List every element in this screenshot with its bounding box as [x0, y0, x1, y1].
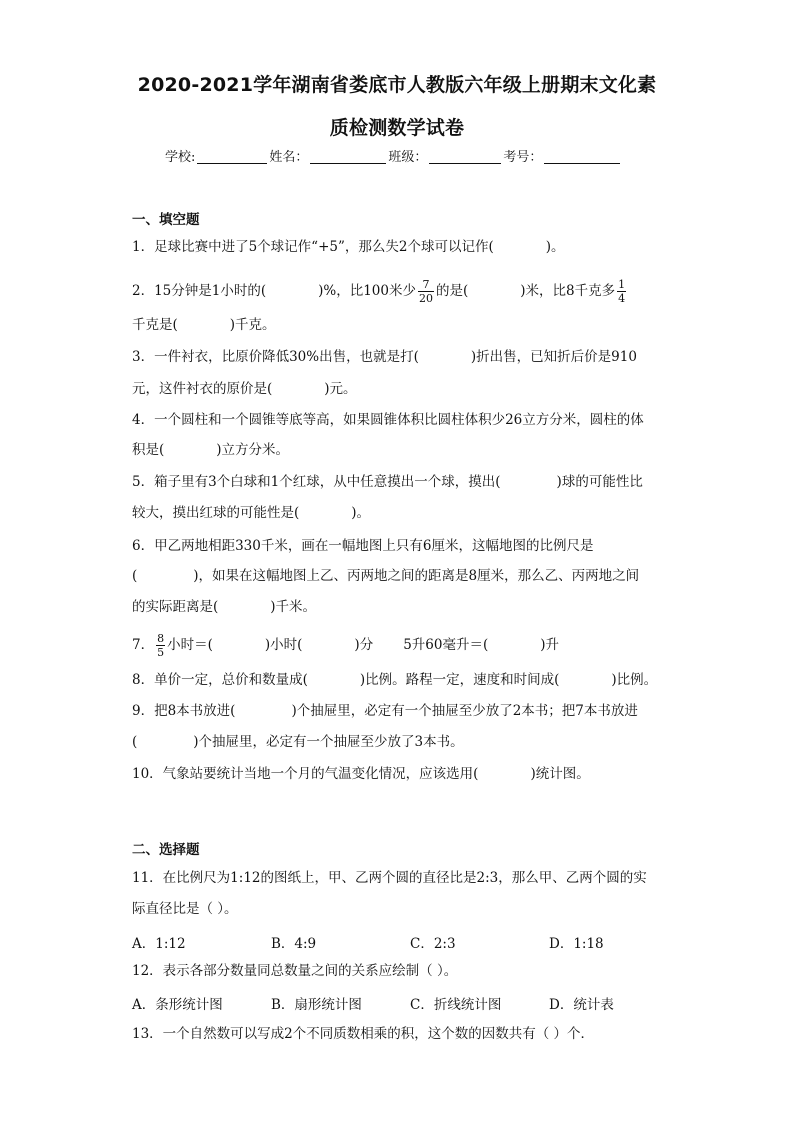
school-blank: [197, 149, 267, 164]
question-2: 2．15分钟是1小时的( )%，比100米少 $\frac{7}{20}$ 的是( )米，比8千克多 $\frac{1}{4}$: [132, 278, 626, 305]
section-fill-in-heading: 一、填空题: [132, 212, 200, 228]
q12-option-c[interactable]: C．折线统计图: [410, 997, 502, 1013]
q11-option-c[interactable]: C．2:3: [410, 936, 456, 952]
question-8: 8．单价一定，总价和数量成( )比例。路程一定，速度和时间成( )比例。: [132, 672, 658, 688]
number-blank: [544, 149, 620, 164]
question-6-line3: 的实际距离是( )千米。: [132, 599, 317, 615]
question-5-line2: 较大，摸出红球的可能性是( )。: [132, 505, 371, 521]
q12-option-d[interactable]: D．统计表: [549, 997, 614, 1013]
q12-option-a[interactable]: A．条形统计图: [132, 997, 223, 1013]
fraction-1-4: $\frac{1}{4}$: [618, 278, 626, 305]
exam-title-line1: 2020-2021学年湖南省娄底市人教版六年级上册期末文化素: [137, 74, 657, 96]
question-9: 9．把8本书放进( )个抽屉里，必定有一个抽屉至少放了2本书；把7本书放进: [132, 703, 638, 719]
q11-option-a[interactable]: A．1:12: [132, 936, 186, 952]
fraction-8-5: $\frac{8}{5}$: [157, 632, 165, 659]
class-blank: [429, 149, 501, 164]
class-label: 班级：: [388, 150, 428, 165]
fraction-7-20: $\frac{7}{20}$: [419, 278, 433, 305]
q11-option-d[interactable]: D．1:18: [549, 936, 604, 952]
question-5: 5．箱子里有3个白球和1个红球，从中任意摸出一个球，摸出( )球的可能性比: [132, 474, 643, 490]
question-12: 12．表示各部分数量同总数量之间的关系应绘制（ ）。: [132, 963, 458, 979]
question-6-line2: ( )，如果在这幅地图上乙、丙两地之间的距离是8厘米，那么乙、丙两地之间: [132, 568, 640, 584]
question-3-line2: 元，这件衬衣的原价是( )元。: [132, 381, 357, 397]
question-9-line2: ( )个抽屉里，必定有一个抽屉至少放了3本书。: [132, 734, 464, 750]
question-11: 11．在比例尺为1:12的图纸上，甲、乙两个圆的直径比是2:3，那么甲、乙两个圆的实: [132, 870, 647, 886]
question-3: 3．一件衬衣，比原价降低30%出售，也就是打( )折出售，已知折后价是910: [132, 349, 637, 365]
question-4: 4．一个圆柱和一个圆锥等底等高，如果圆锥体积比圆柱体积少26立方分米，圆柱的体: [132, 412, 644, 428]
question-4-line2: 积是( )立方分米。: [132, 442, 290, 458]
section-choice-heading: 二、选择题: [132, 842, 200, 858]
name-blank: [310, 149, 386, 164]
school-label: 学校:: [165, 150, 196, 165]
question-6: 6．甲乙两地相距330千米，画在一幅地图上只有6厘米，这幅地图的比例尺是: [132, 538, 594, 554]
question-2-line2: 千克是( )千克。: [132, 317, 276, 333]
question-11-line2: 际直径比是（ ）。: [132, 901, 238, 917]
name-label: 姓名：: [269, 150, 309, 165]
question-10: 10．气象站要统计当地一个月的气温变化情况，应该选用( )统计图。: [132, 766, 590, 782]
question-13: 13．一个自然数可以写成2个不同质数相乘的积，这个数的因数共有（ ）个．: [132, 1026, 595, 1042]
q11-option-b[interactable]: B．4:9: [271, 936, 317, 952]
question-7: 7． $\frac{8}{5}$ 小时＝( )小时( )分 5升60毫升＝( )升: [132, 632, 560, 659]
number-label: 考号：: [503, 150, 543, 165]
exam-title-line2: 质检测数学试卷: [329, 117, 465, 139]
q12-option-b[interactable]: B．扇形统计图: [271, 997, 362, 1013]
question-1: 1．足球比赛中进了5个球记作“+5”，那么失2个球可以记作( )。: [132, 239, 565, 255]
student-info-row: [165, 146, 622, 165]
